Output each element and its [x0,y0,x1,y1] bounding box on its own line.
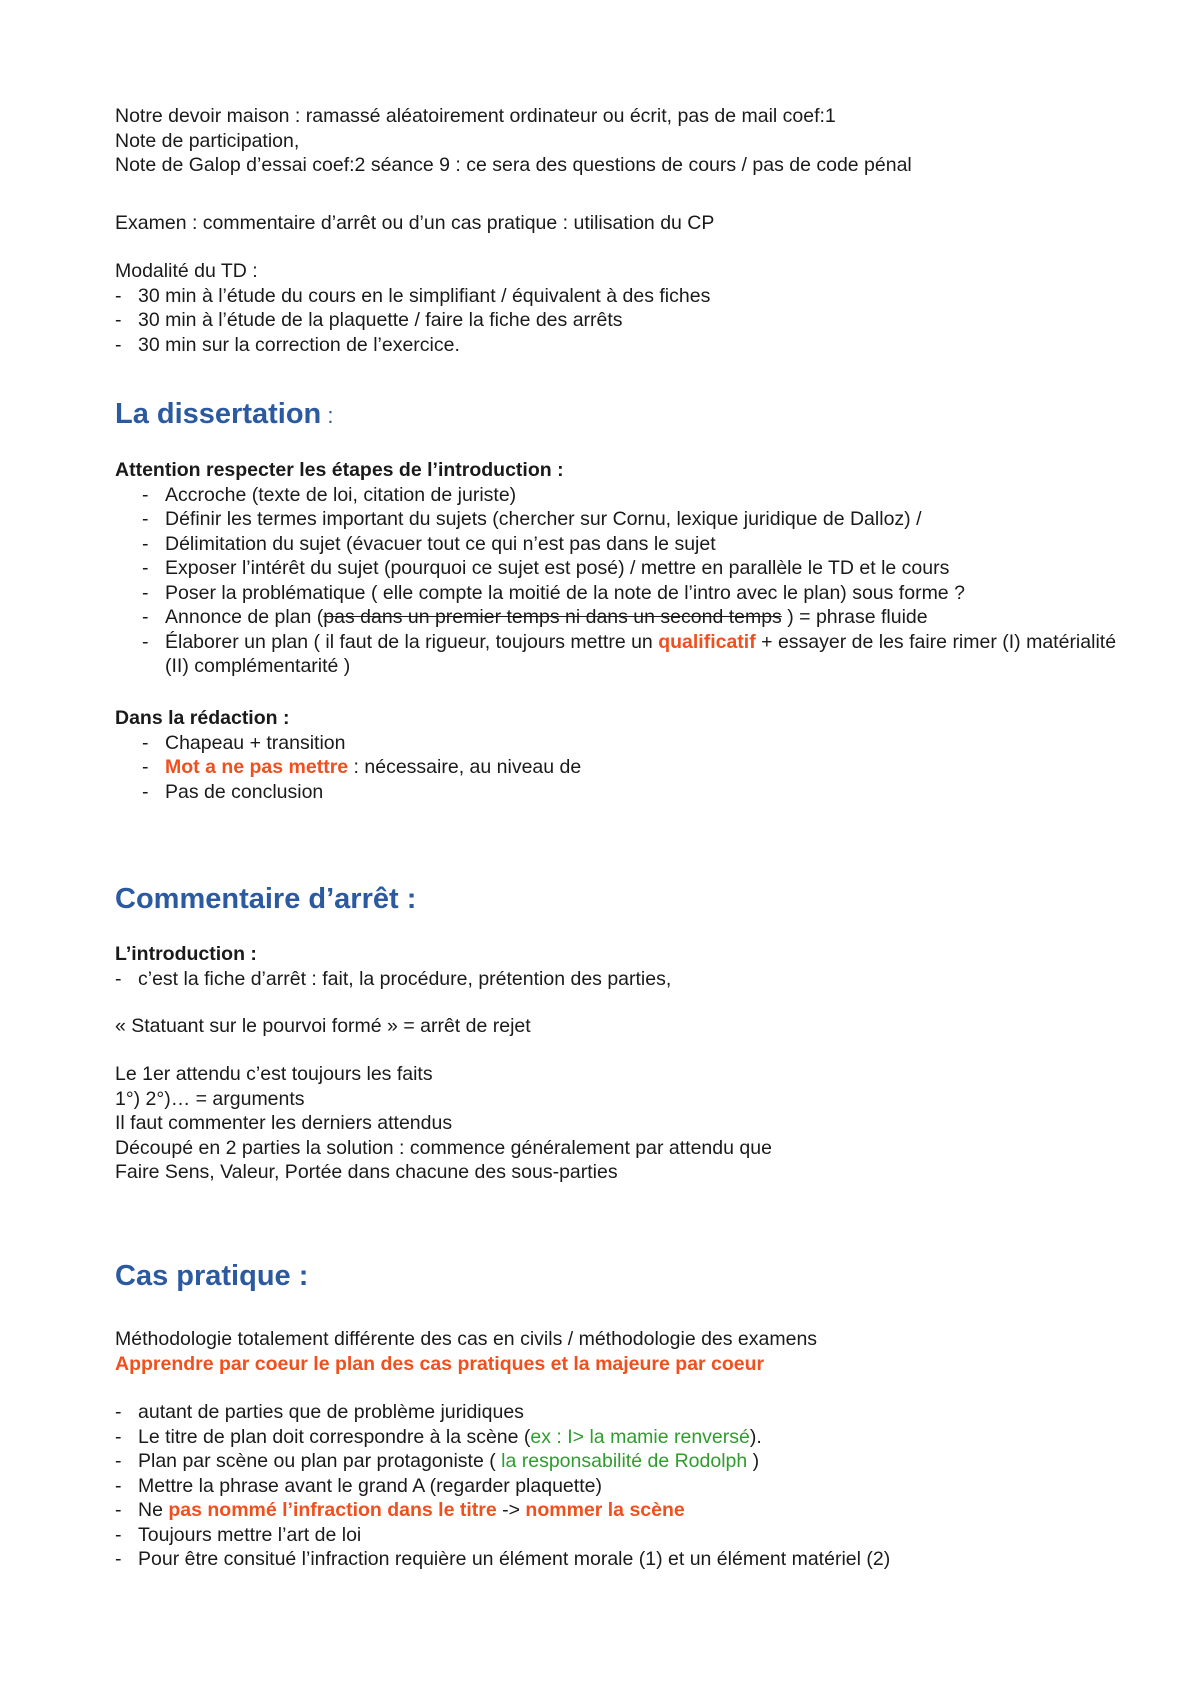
mot-suffix: : nécessaire, au niveau de [348,756,582,778]
commentaire-intro-section [115,942,1120,991]
list-item-titre [115,1425,1120,1450]
modalite-title: Modalité du TD : [115,260,258,282]
list-item-plan [115,1449,1120,1474]
list-item: - 30 min à l’étude du cours en le simplifiant / équivalent à des fiches [115,284,1120,309]
list-item: - 30 min sur la correction de l’exercice. [115,333,1120,358]
mot-highlight: Mot a ne pas mettre [165,756,349,778]
attention-title: Attention respecter les étapes de l’introduction : [115,459,564,481]
list-item: - Définir les termes important du sujets (chercher sur Cornu, lexique juridique de Dalloz) / [142,507,1120,532]
cas-pratique-list-section [115,1400,1120,1572]
intro-line-participation: Note de participation, [115,129,300,152]
list-item: - autant de parties que de problème juridiques [115,1400,1120,1425]
apprendre-line: Apprendre par coeur le plan des cas pratiques et la majeure par coeur [115,1352,765,1375]
dissertation-steps-list [115,483,1120,679]
item5-highlight-2: nommer la scène [525,1499,685,1521]
list-item-infraction [115,1498,1120,1523]
item3-suffix: ) [747,1450,760,1472]
item5-prefix: Ne [138,1499,169,1521]
cas-pratique-intro [115,1327,1120,1376]
list-item: - Pour être consitué l’infraction requière un élément morale (1) et un élément matériel (2) [115,1547,1120,1572]
modalite-section [115,259,1120,357]
cas-pratique-heading: Cas pratique : [115,1260,309,1292]
list-item: - Poser la problématique ( elle compte la moitié de la note de l’intro avec le plan) sous forme ? [142,581,1120,606]
attendus-line: Découpé en 2 parties la solution : commence généralement par attendu que [115,1136,772,1159]
dissertation-steps-section [115,458,1120,679]
annonce-prefix: Annonce de plan ( [165,606,324,628]
statuant-section [115,1014,1120,1039]
modalite-list [115,284,1120,358]
redaction-title: Dans la rédaction : [115,707,290,729]
list-item: - Mettre la phrase avant le grand A (regarder plaquette) [115,1474,1120,1499]
annonce-struck-text: pas dans un premier temps ni dans un second temps [323,606,782,628]
item3-example: la responsabilité de Rodolph [501,1450,748,1472]
methodologie-line: Méthodologie totalement différente des cas en civils / méthodologie des examens [115,1328,818,1350]
list-item: - Accroche (texte de loi, citation de juriste) [142,483,1120,508]
commentaire-intro-list [115,967,1120,992]
list-item: - Pas de conclusion [142,780,1120,805]
cas-pratique-list [115,1400,1120,1572]
item2-prefix: Le titre de plan doit correspondre à la scène ( [138,1425,531,1448]
list-item: - Chapeau + transition [142,731,1120,756]
intro-line-devoir: Notre devoir maison : ramassé aléatoirement ordinateur ou écrit, pas de mail coef:1 [115,105,836,127]
intro-line-galop: Note de Galop d’essai coef:2 séance 9 : ce sera des questions de cours / pas de code pénal [115,154,912,176]
item2-suffix: ). [749,1425,762,1448]
elaborer-suffix: + essayer de les faire rimer (I) matérialité (II) complémentarité ) [165,630,1117,677]
item3-prefix: Plan par scène ou plan par protagoniste ( [138,1450,502,1472]
statuant-line: « Statuant sur le pourvoi formé » = arrêt de rejet [115,1015,531,1037]
attendus-line: Il faut commenter les derniers attendus [115,1112,453,1134]
list-item: - c’est la fiche d’arrêt : fait, la procédure, prétention des parties, [115,967,1120,992]
exam-section [115,211,1120,236]
attendus-line: Le 1er attendu c’est toujours les faits [115,1063,433,1085]
list-item: - Exposer l’intérêt du sujet (pourquoi ce sujet est posé) / mettre en parallèle le TD et le cours [142,556,1120,581]
redaction-list [115,731,1120,805]
list-item-mot [142,755,1120,780]
dissertation-title-colon: : [321,403,334,428]
item5-highlight-1: pas nommé l’infraction dans le titre [168,1499,497,1521]
attendus-section [115,1062,1120,1185]
list-item: - 30 min à l’étude de la plaquette / faire la fiche des arrêts [115,308,1120,333]
attendus-line: 1°) 2°)… = arguments [115,1087,305,1110]
item5-arrow: -> [496,1499,526,1521]
intro-section [115,104,1120,178]
redaction-section [115,706,1120,804]
list-item-elaborer [142,630,1120,679]
list-item: - Délimitation du sujet (évacuer tout ce qui n’est pas dans le sujet [142,532,1120,557]
dissertation-title: La dissertation [115,398,322,430]
dissertation-heading [115,397,1120,433]
elaborer-prefix: Élaborer un plan ( il faut de la rigueur, toujours mettre un [165,630,659,653]
exam-line: Examen : commentaire d’arrêt ou d’un cas pratique : utilisation du CP [115,212,715,234]
list-item-annonce [142,605,1120,630]
attendus-line: Faire Sens, Valeur, Portée dans chacune des sous-parties [115,1161,618,1183]
elaborer-highlight: qualificatif [658,630,756,653]
annonce-suffix: ) = phrase fluide [781,606,928,628]
commentaire-heading: Commentaire d’arrêt : [115,883,417,915]
commentaire-intro-title: L’introduction : [115,943,257,965]
item2-example: ex : I> la mamie renversé [530,1425,750,1448]
list-item: - Toujours mettre l’art de loi [115,1523,1120,1548]
